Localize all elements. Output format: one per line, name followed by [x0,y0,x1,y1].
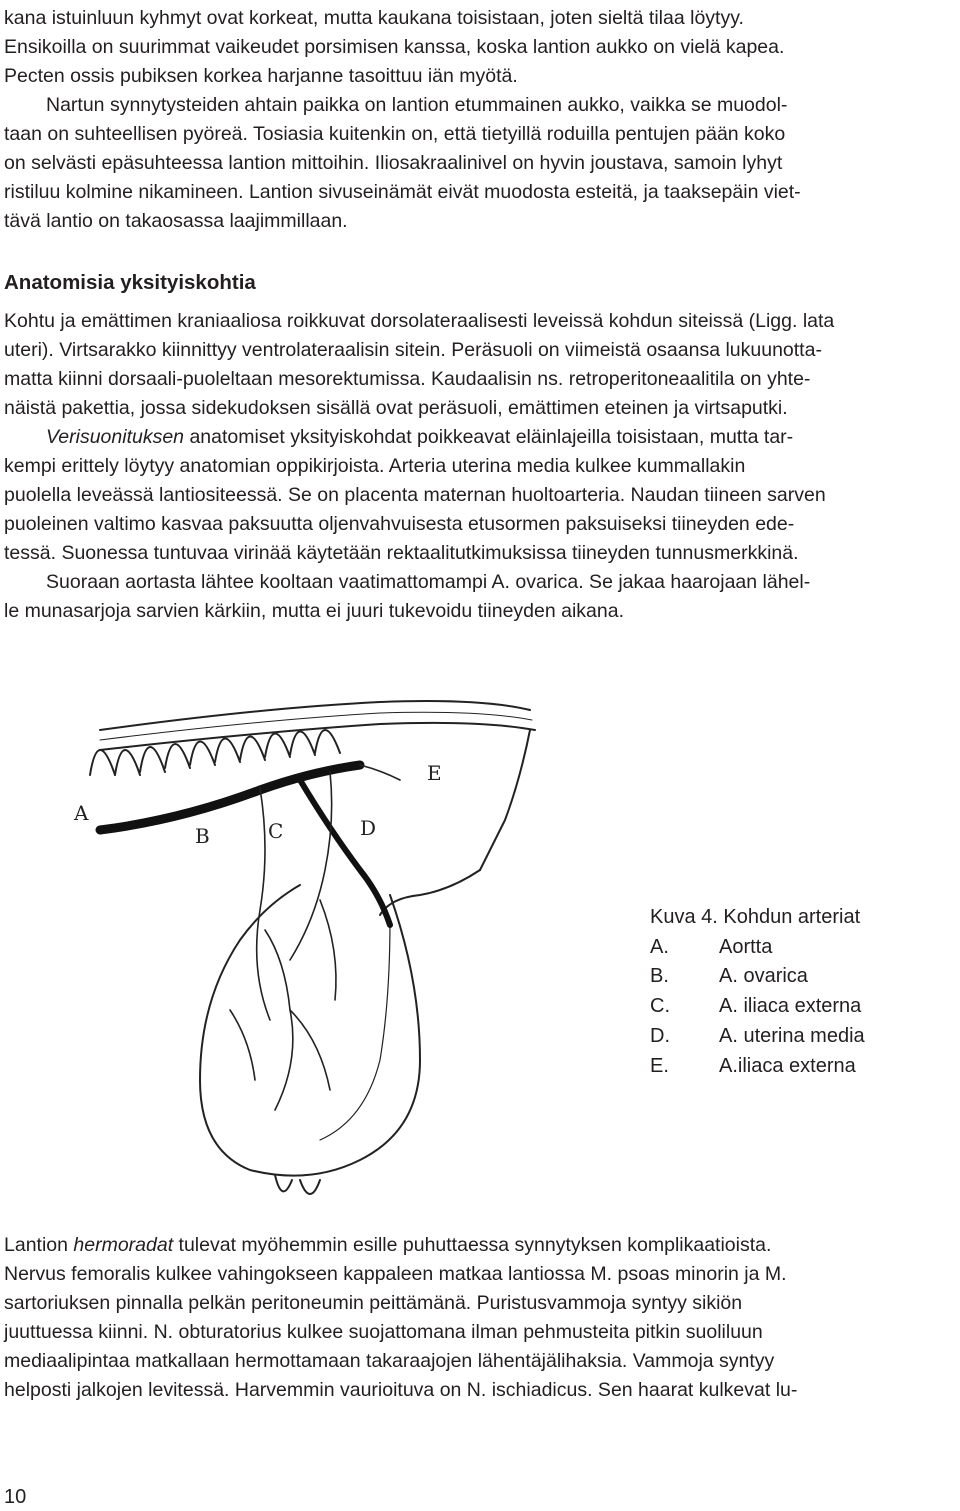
legend-row [650,1052,865,1082]
rib-arc [190,742,215,766]
vessel-branch [320,900,336,1000]
figure-caption [650,903,865,1081]
herm-first-line [4,1231,771,1260]
rib-arc [115,750,140,775]
veri-first-line [46,423,793,452]
veri-line: tessä. Suonessa tuntuvaa virinää käytetään rektaalitutkimuksissa tiineyden tunnusmerkkinä. [4,542,799,564]
veri-line: kempi erittely löytyy anatomian oppikirjoista. Arteria uterina media kulkee kummallakin [4,455,746,477]
section-line: matta kiinni dorsaali-puoleltaan mesorektumissa. Kaudaalisin ns. retroperitoneaalitila on yhte- [4,368,811,390]
rib-arc [165,744,190,768]
uterus-outline [200,885,420,1176]
legend-letter: B. [650,965,669,988]
rib-arc [90,750,115,775]
rib-arc [315,730,340,753]
intro-line: Pecten ossis pubiksen korkea harjanne tasoittuu iän myötä. [4,65,518,87]
legend-row [650,1022,865,1052]
rib-arc [290,732,315,756]
spine-lower-outline [100,723,535,750]
veri-line: puoleinen valtimo kasvaa paksuutta oljenvahvuisesta etusormen paksuiseksi tiineyden ede- [4,513,795,535]
caption-title: Kuva 4. Kohdun arteriat [650,906,861,928]
herm-italic-term: hermoradat [73,1234,174,1256]
rib-arc [240,737,265,761]
veri-italic-term: Verisuonituksen [46,426,185,448]
legend-letter: E. [650,1054,669,1077]
herm-line: helposti jalkojen levitessä. Harvemmin vaurioituva on N. ischiadicus. Sen haarat kulkevat lu- [4,1379,798,1401]
rib-arc [215,739,240,763]
section-line: Kohtu ja emättimen kraniaaliosa roikkuvat dorsolateraalisesti leveissä kohdun siteissä (Ligg. lata [4,310,835,332]
figure-label-a: A [74,801,89,825]
figure-label-c: C [268,819,284,843]
herm-line: juuttuessa kiinni. N. obturatorius kulkee suojattomana ilman pehmusteita pitkin suoliluun [4,1321,763,1343]
legend-text: Aortta [719,935,773,958]
vessel-branch [230,1010,255,1080]
figure-label-d: D [360,816,377,840]
intro-line: kana istuinluun kyhmyt ovat korkeat, mutta kaukana toisistaan, joten sieltä tilaa löytyy. [4,7,744,29]
legend-letter: A. [650,935,669,958]
vessel-branch [360,765,400,780]
legend-text: A. iliaca externa [719,995,862,1018]
cervix-nubs [275,1175,320,1194]
legend-row [650,933,865,963]
herm-line: sartoriuksen pinnalla pelkän peritoneumin peittämänä. Puristusvammoja syntyy sikiön [4,1292,743,1314]
figure-label-b: B [195,824,210,848]
veri-line: le munasarjoja sarvien kärkiin, mutta ei juuri tukevoidu tiineyden aikana. [4,600,624,622]
herm-line: mediaalipintaa matkallaan hermottamaan takaraajojen lähentäjälihaksia. Vammoja syntyy [4,1350,775,1372]
legend-text: A.iliaca externa [719,1054,856,1077]
legend-letter: D. [650,1024,670,1047]
intro-line: Nartun synnytysteiden ahtain paikka on lantion etummainen aukko, vaikka se muodol- [46,94,788,116]
body-wall [480,730,530,870]
rib-arc [140,747,165,772]
intro-line: tävä lantio on takaosassa laajimmillaan. [4,210,348,232]
veri-line: puolella leveässä lantiositeessä. Se on placenta maternan huoltoarteria. Naudan tiineen sarven [4,484,826,506]
intro-line: ristiluu kolmine nikamineen. Lantion sivuseinämät eivät muodosta esteitä, ja taaksepäin viet- [4,181,801,203]
spine-mid-outline [100,712,532,740]
rib-arc [265,734,290,758]
herm-start: Lantion [4,1234,74,1256]
veri-first-rest: anatomiset yksityiskohdat poikkeavat eläinlajeilla toisistaan, mutta tar- [184,426,794,448]
section-line: uteri). Virtsarakko kiinnittyy ventrolateraalisin sitein. Peräsuoli on viimeistä osaansa lukuunotta- [4,339,822,361]
spine-upper-outline [100,701,530,730]
legend-text: A. ovarica [719,965,808,988]
legend-text: A. uterina media [719,1024,865,1047]
figure-label-e: E [427,761,442,785]
intro-line: on selvästi epäsuhteessa lantion mittoihin. Iliosakraalinivel on hyvin joustava, samoin lyhyt [4,152,783,174]
section-heading: Anatomisia yksityiskohtia [4,271,256,294]
herm-first-rest: tulevat myöhemmin esille puhuttaessa synnytyksen komplikaatioista. [173,1234,772,1256]
page-number: 10 [4,1486,27,1508]
legend-row [650,962,865,992]
vessel-branch [290,1010,330,1090]
uterine-arteries-figure [60,680,660,1210]
intro-line: taan on suhteellisen pyöreä. Tosiasia kuitenkin on, että tietyillä roduilla pentujen pään koko [4,123,786,145]
herm-line: Nervus femoralis kulkee vahingokseen kappaleen matkaa lantiossa M. psoas minorin ja M. [4,1263,787,1285]
intro-line: Ensikoilla on suurimmat vaikeudet porsimisen kanssa, koska lantion aukko on vielä kapea. [4,36,785,58]
iliaca-vessel [300,780,390,925]
uterus-inner-outline [320,920,390,1140]
section-line: näistä pakettia, jossa sidekudoksen sisällä ovat peräsuoli, emättimen eteinen ja virtsaputki. [4,397,788,419]
veri-line: Suoraan aortasta lähtee kooltaan vaatimattomampi A. ovarica. Se jakaa haarojaan lähel- [46,571,811,593]
legend-letter: C. [650,995,670,1018]
legend-row [650,992,865,1022]
